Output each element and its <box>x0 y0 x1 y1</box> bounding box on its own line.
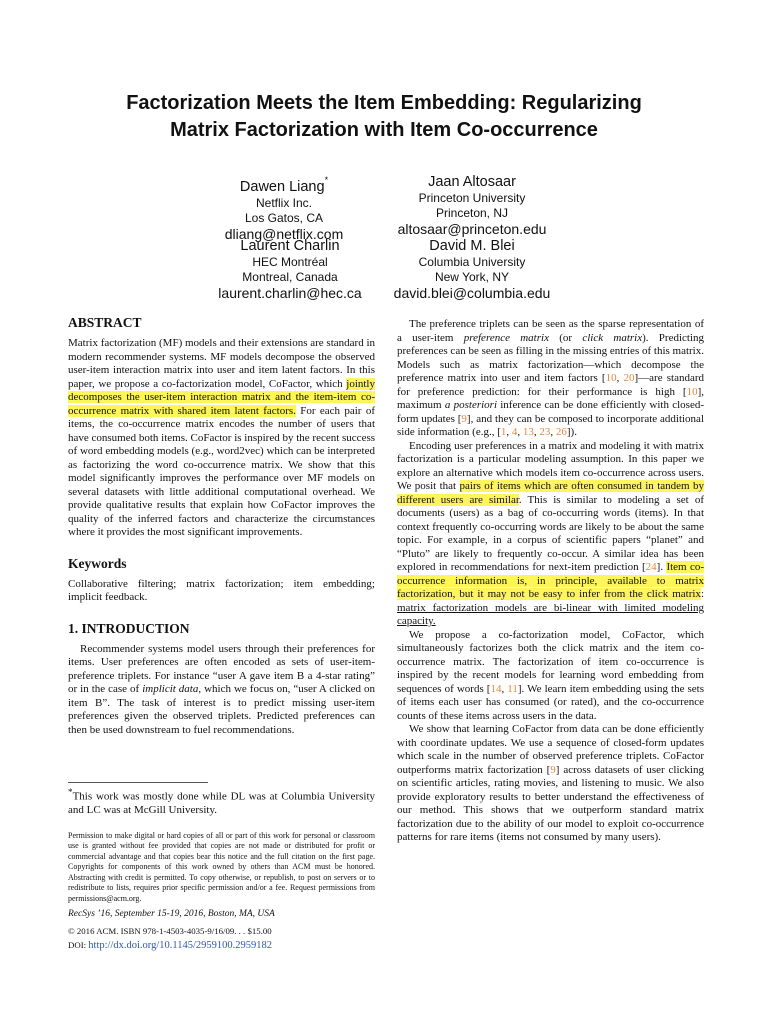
right-paragraph-3: We propose a co-factorization model, CoFactor, which simultaneously factorizes both the click matrix and the item co-occurrence matrix. The factorization of item co-occurrence is inspired by the recent models for learning word embedding from sequences of words [14, 11]. We learn item embedding using the sets of items each user has consumed (or rated), and the co-occurrence counts of these items across users in the data. <box>397 628 705 722</box>
author-email: laurent.charlin@hec.ca <box>218 285 362 301</box>
footnote-mark: * <box>68 787 73 797</box>
venue-line: RecSys ’16, September 15-19, 2016, Boston, MA, USA <box>68 909 275 920</box>
author-location: Los Gatos, CA <box>244 210 324 225</box>
text-part: ] across datasets of user clicking on scientific articles, rating movies, and listening to music. We also provide exploratory results to better understand the effectiveness of our method. This shows that we outperform standard matrix factorization due to the ability of our model to exploit co-occurrence patterns for rare items (items not consumed by many users). <box>397 763 704 843</box>
intro-text-part: Recommender systems model users through their preferences for items. User preferences are often encoded as sets of user-item-preference triplets. For instance “user A gave item B a 4-star rating” or in the case of <box>68 642 375 695</box>
author-email: dliang@netflix.com <box>224 225 344 242</box>
abstract-text-part: Matrix factorization (MF) models and their extensions are standard in modern recommender systems. MF models decompose the observed user-item interaction matrix into user and item latent factors. In this paper, we propose a co-factorization model, CoFactor, which <box>68 337 375 390</box>
text-part: ]. We learn item embedding using the sets of items each user has consumed (or rated), and the co-occurrence counts of these items across users in the data. <box>397 682 705 722</box>
title-line-1: Factorization Meets the Item Embedding: Regularizing <box>126 92 642 114</box>
abstract-text <box>68 337 375 540</box>
abstract-heading: ABSTRACT <box>68 315 142 330</box>
author-footnote-mark: * <box>324 175 329 185</box>
right-paragraph-4 <box>397 723 704 845</box>
left-column <box>68 315 375 737</box>
author-affiliation: Columbia University <box>418 255 526 269</box>
keywords-text: Collaborative filtering; matrix factorization; item embedding; implicit feedback. <box>68 577 375 603</box>
text-part: The preference triplets can be seen as the sparse representation of a user-item <box>397 318 704 344</box>
author-affiliation: Netflix Inc. <box>255 195 312 210</box>
author-location: New York, NY <box>434 270 510 284</box>
author-location: Princeton, NJ <box>435 206 509 220</box>
citation-link[interactable]: 9 <box>550 763 556 776</box>
text-part: ], and they can be composed to incorporate additional side information (e.g., [ <box>397 412 704 438</box>
citation-link[interactable]: 4 <box>511 426 518 438</box>
citation-link[interactable]: 11 <box>507 682 518 695</box>
italic-term: preference matrix <box>463 331 549 344</box>
citation-link[interactable]: 10 <box>605 372 617 384</box>
text-part: We show that learning CoFactor from data can be done efficiently with coordinate updates. We use a sequence of closed-form updates which scale in the number of observed preference triplets. CoFactor outperforms matrix factorization [ <box>397 723 704 776</box>
author-name: Dawen Liang <box>239 178 325 195</box>
title-line-2: Matrix Factorization with Item Co-occurrence <box>170 119 598 141</box>
text-part: : <box>700 588 704 600</box>
text-part: (or <box>548 331 583 344</box>
abstract-text-part: For each pair of items, the co-occurrence matrix encodes the number of users that have consumed both items. CoFactor is inspired by the recent success of word embedding models (e.g., word2vec) which can be interpreted as factorizing the word co-occurrence matrix. We show that this model significantly improves the performance over MF models on several datasets with little additional computational overhead. We provide qualitative results that explain how CoFactor improves the quality of the inferred factors and characterize the circumstances where it provides the most significant improvements. <box>68 404 376 538</box>
right-paragraph-2 <box>397 440 704 629</box>
author-block-blei <box>352 237 592 302</box>
paper-title <box>40 90 728 144</box>
text-part: ]. <box>656 561 667 573</box>
author-name: David M. Blei <box>429 238 515 254</box>
text-part: ], maximum <box>397 385 704 411</box>
abstract-highlight: jointly decomposes the user-item interaction matrix and the item-item co-occurrence matrix with shared item latent factors. <box>68 377 375 417</box>
italic-term: a posteriori <box>444 399 497 411</box>
intro-italic: implicit data <box>142 683 199 695</box>
doi-line <box>68 939 375 953</box>
citation-link[interactable]: 1 <box>500 426 507 438</box>
doi-label: DOI: <box>68 940 87 951</box>
text-part: We propose a co-factorization model, CoFactor, which simultaneously factorizes both the click matrix and the item co-occurrence matrix. The factorization of item co-occurrence is inspired by the recent models for learning word embedding from sequences of words [ <box>397 628 704 695</box>
introduction-heading: 1. INTRODUCTION <box>68 620 190 636</box>
author-email: altosaar@princeton.edu <box>397 221 547 237</box>
author-block-altosaar <box>352 173 592 238</box>
citation-link[interactable]: 10 <box>686 385 698 398</box>
citation-link[interactable]: 24 <box>645 561 657 573</box>
text-part: ]). <box>566 426 577 438</box>
author-affiliation: Princeton University <box>418 191 526 205</box>
text-part: inference can be done efficiently with closed-form updates [ <box>397 399 704 425</box>
author-name: Jaan Altosaar <box>428 174 516 190</box>
citation-link[interactable]: 13 <box>522 426 534 438</box>
right-paragraph-1: The preference triplets can be seen as the sparse representation of a user-item preference matrix (or click matrix). Predicting preferences can be seen as filling in the missing entries of this matrix. Models such as matrix factorization—which decompose the preference matrix into user and item factors [10, 20]—are standard for preference prediction: for their performance is high [10], maximum a posteriori inference can be done efficiently with closed-form updates [9], and they can be composed to incorporate additional side information (e.g., [1, 4, 13, 23, 26]). <box>397 318 705 438</box>
intro-paragraph <box>68 643 375 738</box>
citation-link[interactable]: 14 <box>490 682 502 695</box>
text-part: . This is similar to modeling a set of documents (users) as a bag of co-occurring words (items). In that context frequently co-occurring words are likely to be about the same topic. For example, in a corpus of scientific papers “planet” and “Pluto” are likely to frequently co-occur. A similar idea has been explored in recommendations for next-item prediction [ <box>397 493 704 573</box>
citation-link[interactable]: 9 <box>461 412 467 425</box>
text-part: Encoding user preferences in a matrix and modeling it with matrix factorization is a particular modeling assumption. In this paper we explore an alternative which models item co-occurrence across users. We posit that <box>397 439 704 492</box>
footnote-divider <box>68 782 208 783</box>
author-affiliation: HEC Montréal <box>252 255 328 269</box>
keywords-heading: Keywords <box>68 555 127 571</box>
italic-term: click matrix <box>582 331 643 344</box>
citation-link[interactable]: 20 <box>623 372 635 384</box>
doi-link[interactable]: http://dx.doi.org/10.1145/2959100.2959182 <box>88 940 273 952</box>
text-part: ]—are standard for preference prediction: for their performance is high [ <box>397 372 705 398</box>
footer-block <box>68 782 375 953</box>
citation-link[interactable]: 26 <box>555 426 567 438</box>
text-part: ). Predicting preferences can be seen as filling in the missing entries of this matrix. Models such as matrix factorization—which decompose the preference matrix into user and item factors [ <box>397 331 705 384</box>
underlined-text: matrix factorization models are bi-linear with limited modeling capacity. <box>397 601 704 627</box>
footnote <box>68 786 375 817</box>
citation-link[interactable]: 23 <box>539 426 551 438</box>
author-location: Montreal, Canada <box>242 270 338 284</box>
copyright-line: © 2016 ACM. ISBN 978-1-4503-4035-9/16/09. . . $15.00 <box>68 925 272 936</box>
highlight: Item co-occurrence information is, in principle, available to matrix factorization, but it may not be easy to infer from the click matrix <box>397 561 705 600</box>
author-email: david.blei@columbia.edu <box>393 285 551 301</box>
right-column <box>397 318 704 845</box>
permission-notice: Permission to make digital or hard copies of all or part of this work for personal or classroom use is granted without fee provided that copies are not made or distributed for profit or commercial advantage and that copies bear this notice and the full citation on the first page. Copyrights for components of this work owned by others than ACM must be honored. Abstracting with credit is permitted. To copy otherwise, or republish, to post on servers or to redistribute to lists, requires prior specific permission and/or a fee. Request permissions from permissions@acm.org. <box>68 830 375 903</box>
footnote-text: This work was mostly done while DL was at Columbia University and LC was at McGill University. <box>68 790 375 816</box>
author-name: Laurent Charlin <box>240 238 340 254</box>
highlight: pairs of items which are often consumed in tandem by different users are similar <box>397 480 704 506</box>
intro-text-part: , which we focus on, “user A clicked on item B”. The task of interest is to predict missing user-item preferences given the observed triplets. Predicted preferences can then be used downstream to fuel recommendations. <box>68 683 376 736</box>
